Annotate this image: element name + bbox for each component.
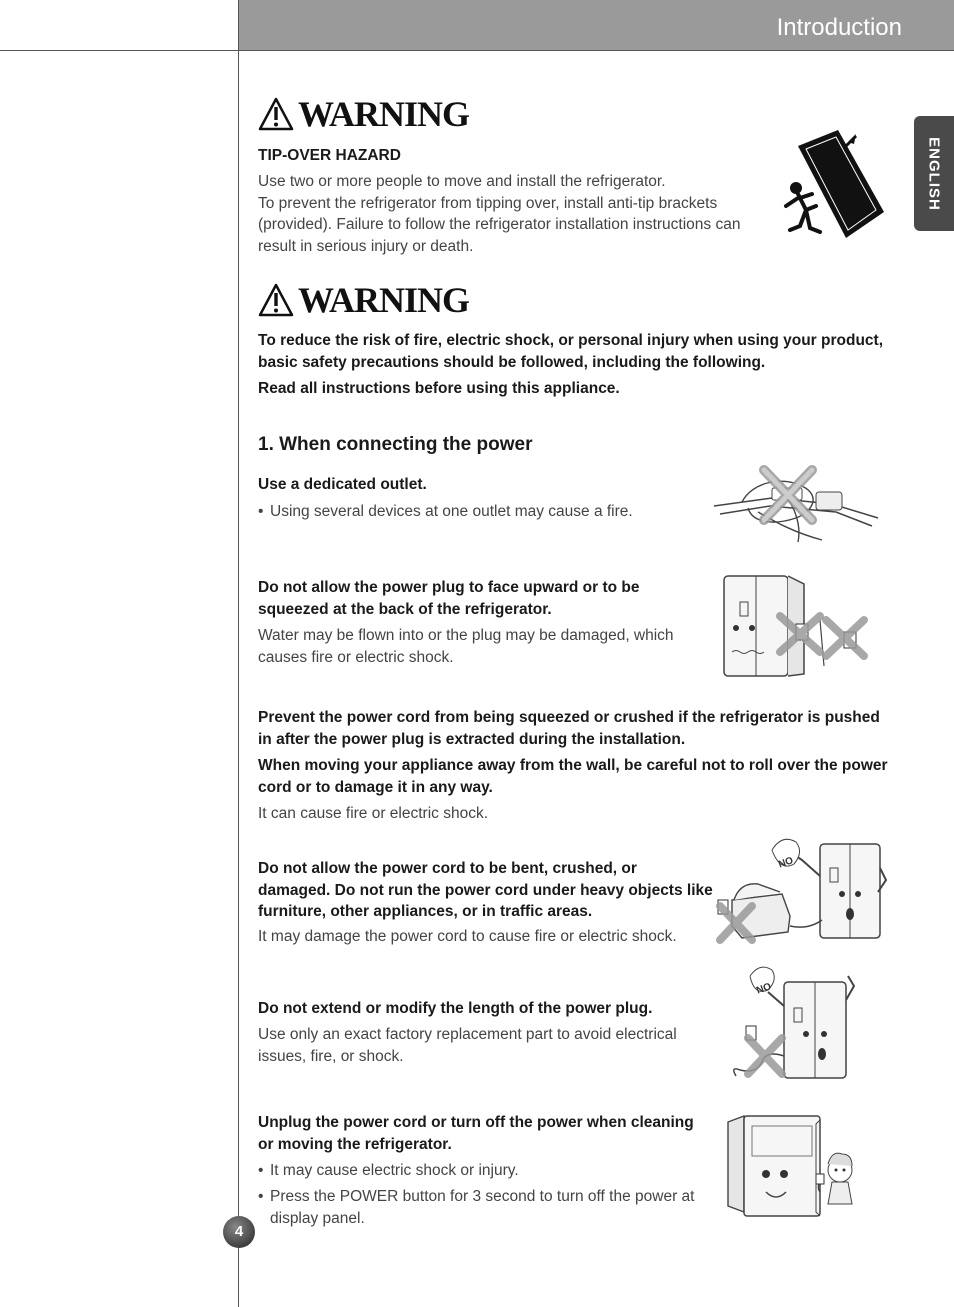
header-left-blank xyxy=(0,0,238,51)
item-title: Do not extend or modify the length of the power plug. xyxy=(258,1000,653,1017)
item-title: Do not allow the power cord to be bent, crushed, or damaged. Do not run the power cord under heavy objects like furniture, other appliances, or in traffic areas. xyxy=(258,860,713,920)
warning-heading-2 xyxy=(258,282,469,318)
warning-title: WARNING xyxy=(298,94,470,134)
read-instructions: Read all instructions before using this appliance. xyxy=(258,380,620,397)
warning-title: WARNING xyxy=(298,280,470,320)
item-title: Use a dedicated outlet. xyxy=(258,476,427,493)
item-bullet: • It may cause electric shock or injury. xyxy=(258,1162,519,1179)
safety-intro: To reduce the risk of fire, electric shock, or personal injury when using your product, basic safety precautions should be followed, including the following. xyxy=(258,332,884,371)
plug-upward-illustration xyxy=(720,570,870,678)
multi-outlet-illustration xyxy=(712,462,880,544)
item-body: Water may be flown into or the plug may be damaged, which causes fire or electric shock. xyxy=(258,627,674,666)
extension-cord-illustration xyxy=(726,966,864,1084)
item-bullet: • Press the POWER button for 3 second to turn off the power at display panel. xyxy=(258,1188,695,1227)
item-title: Do not allow the power plug to face upward or to be squeezed at the back of the refrigerator. xyxy=(258,579,640,618)
item-body: Use only an exact factory replacement part to avoid electrical issues, fire, or shock. xyxy=(258,1026,677,1065)
warning-triangle-icon xyxy=(258,283,294,317)
item-title-2: When moving your appliance away from the wall, be careful not to roll over the power cord or to damage it in any way. xyxy=(258,757,888,796)
language-label: ENGLISH xyxy=(925,136,943,211)
tip-over-text: Use two or more people to move and install the refrigerator. To prevent the refrigerator from tipping over, install anti-tip brackets (provided). Failure to follow the refrigerator installation instructions can result in serious injury or death. xyxy=(258,173,741,255)
unplug-illustration xyxy=(724,1112,864,1220)
item-title: Unplug the power cord or turn off the power when cleaning or moving the refrigerator. xyxy=(258,1114,694,1153)
language-tab xyxy=(914,116,954,231)
warning-heading-1 xyxy=(258,96,469,132)
prohibited-x-icon xyxy=(764,470,812,520)
item-title: Prevent the power cord from being squeezed or crushed if the refrigerator is pushed in after the power plug is extracted during the installation. xyxy=(258,709,880,748)
section-heading: 1. When connecting the power xyxy=(258,434,533,455)
section-title: Introduction xyxy=(776,14,902,41)
prohibited-x-icon xyxy=(748,1038,782,1074)
header-bar xyxy=(238,0,954,51)
page-number: 4 xyxy=(223,1216,255,1248)
item-body: It may damage the power cord to cause fire or electric shock. xyxy=(258,928,677,945)
margin-divider xyxy=(238,0,239,1307)
warning-triangle-icon xyxy=(258,97,294,131)
no-label: NO xyxy=(754,981,773,997)
item-body: It can cause fire or electric shock. xyxy=(258,805,489,822)
tip-over-subtitle: TIP-OVER HAZARD xyxy=(258,147,401,164)
no-label: NO xyxy=(776,855,795,871)
tip-over-illustration xyxy=(776,128,888,243)
cord-under-furniture-illustration xyxy=(712,830,890,948)
item-bullet: • Using several devices at one outlet may cause a fire. xyxy=(258,503,633,520)
